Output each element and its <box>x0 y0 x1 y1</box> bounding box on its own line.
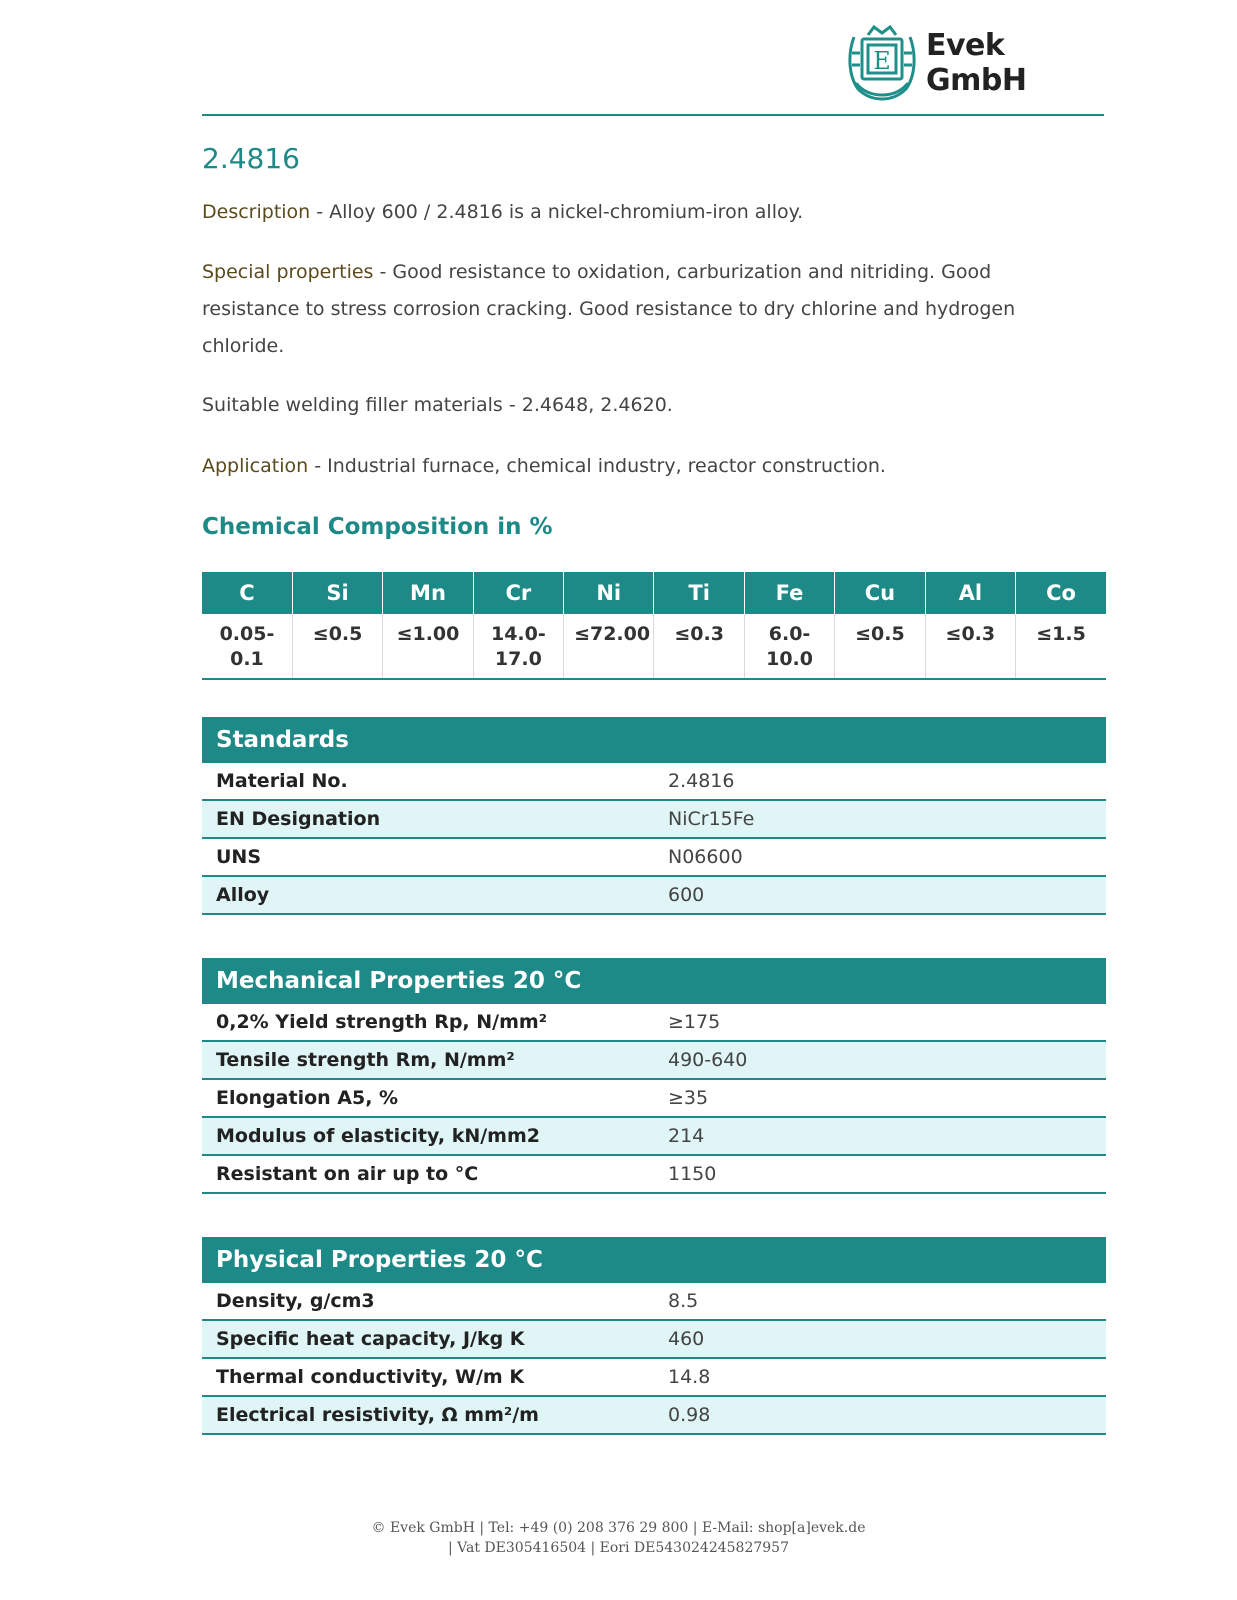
physical-properties-table <box>202 1237 1106 1435</box>
table-row <box>202 1320 1106 1358</box>
property-value: 2.4816 <box>654 763 1106 800</box>
table-row <box>202 1079 1106 1117</box>
footer-tax-line: | Vat DE305416504 | Eori DE543024245827957 <box>448 1540 789 1556</box>
property-value: N06600 <box>654 838 1106 876</box>
logo-letter: E <box>873 47 891 75</box>
chemical-heading: Chemical Composition in % <box>202 514 553 540</box>
element-value: ≤0.5 <box>835 614 925 679</box>
property-name: 0,2% Yield strength Rp, N/mm² <box>202 1004 654 1041</box>
brand-name: Evek GmbH <box>926 28 1027 98</box>
table-row <box>202 1004 1106 1041</box>
property-value: ≥35 <box>654 1079 1106 1117</box>
table-row <box>202 1358 1106 1396</box>
mechanical-properties-table <box>202 958 1106 1194</box>
element-value: ≤0.5 <box>292 614 382 679</box>
element-value: 6.0-10.0 <box>744 614 834 679</box>
physical-heading: Physical Properties 20 °C <box>202 1237 1106 1283</box>
element-value: ≤0.3 <box>654 614 744 679</box>
table-row <box>202 1396 1106 1434</box>
description-paragraph <box>202 194 1102 231</box>
crest-icon <box>846 23 918 103</box>
table-row <box>202 1155 1106 1193</box>
property-value: NiCr15Fe <box>654 800 1106 838</box>
mechanical-heading: Mechanical Properties 20 °C <box>202 958 1106 1004</box>
page-title: 2.4816 <box>202 142 300 175</box>
special-properties-text: - Good resistance to oxidation, carburization and nitriding. Good resistance to stress corrosion cracking. Good resistance to dry chlorine and hydrogen chloride. <box>202 261 1016 357</box>
element-header: Ni <box>564 572 654 614</box>
table-row <box>202 876 1106 914</box>
chemical-header-row <box>202 572 1106 614</box>
property-name: Elongation A5, % <box>202 1079 654 1117</box>
property-name: Resistant on air up to °C <box>202 1155 654 1193</box>
element-header: Ti <box>654 572 744 614</box>
property-value: 600 <box>654 876 1106 914</box>
property-value: 14.8 <box>654 1358 1106 1396</box>
standards-heading: Standards <box>202 717 1106 763</box>
property-name: Modulus of elasticity, kN/mm2 <box>202 1117 654 1155</box>
table-row <box>202 1041 1106 1079</box>
table-row <box>202 838 1106 876</box>
element-header: Fe <box>744 572 834 614</box>
element-header: Cr <box>473 572 563 614</box>
property-value: 8.5 <box>654 1283 1106 1320</box>
property-name: Density, g/cm3 <box>202 1283 654 1320</box>
table-row <box>202 1283 1106 1320</box>
element-header: Mn <box>383 572 473 614</box>
element-value: ≤1.5 <box>1016 614 1106 679</box>
special-properties-paragraph <box>202 254 1032 365</box>
chemical-composition-table <box>202 572 1106 680</box>
application-paragraph <box>202 448 1102 485</box>
property-value: 214 <box>654 1117 1106 1155</box>
property-value: ≥175 <box>654 1004 1106 1041</box>
property-name: Electrical resistivity, Ω mm²/m <box>202 1396 654 1434</box>
table-row <box>202 800 1106 838</box>
table-row <box>202 1117 1106 1155</box>
property-value: 1150 <box>654 1155 1106 1193</box>
element-value: ≤1.00 <box>383 614 473 679</box>
property-name: Specific heat capacity, J/kg K <box>202 1320 654 1358</box>
element-header: Al <box>925 572 1015 614</box>
application-label: Application <box>202 455 309 477</box>
special-properties-label: Special properties <box>202 261 374 283</box>
welding-paragraph: Suitable welding filler materials - 2.4648, 2.4620. <box>202 394 673 416</box>
property-name: EN Designation <box>202 800 654 838</box>
table-row <box>202 763 1106 800</box>
property-name: UNS <box>202 838 654 876</box>
element-value: 14.0-17.0 <box>473 614 563 679</box>
application-text: - Industrial furnace, chemical industry, reactor construction. <box>308 455 886 477</box>
element-header: Si <box>292 572 382 614</box>
property-name: Tensile strength Rm, N/mm² <box>202 1041 654 1079</box>
property-value: 490-640 <box>654 1041 1106 1079</box>
chemical-value-row <box>202 614 1106 679</box>
element-value: ≤0.3 <box>925 614 1015 679</box>
page-footer <box>0 1518 1237 1558</box>
property-name: Material No. <box>202 763 654 800</box>
standards-table <box>202 717 1106 915</box>
element-header: C <box>202 572 292 614</box>
description-text: - Alloy 600 / 2.4816 is a nickel-chromium-iron alloy. <box>310 201 804 223</box>
company-logo <box>846 22 1106 104</box>
property-value: 460 <box>654 1320 1106 1358</box>
property-name: Thermal conductivity, W/m K <box>202 1358 654 1396</box>
element-header: Cu <box>835 572 925 614</box>
element-value: ≤72.00 <box>564 614 654 679</box>
element-header: Co <box>1016 572 1106 614</box>
header-divider <box>202 114 1104 116</box>
property-name: Alloy <box>202 876 654 914</box>
footer-contact-line: © Evek GmbH | Tel: +49 (0) 208 376 29 800 | E-Mail: shop[a]evek.de <box>371 1520 866 1536</box>
element-value: 0.05-0.1 <box>202 614 292 679</box>
description-label: Description <box>202 201 311 223</box>
property-value: 0.98 <box>654 1396 1106 1434</box>
